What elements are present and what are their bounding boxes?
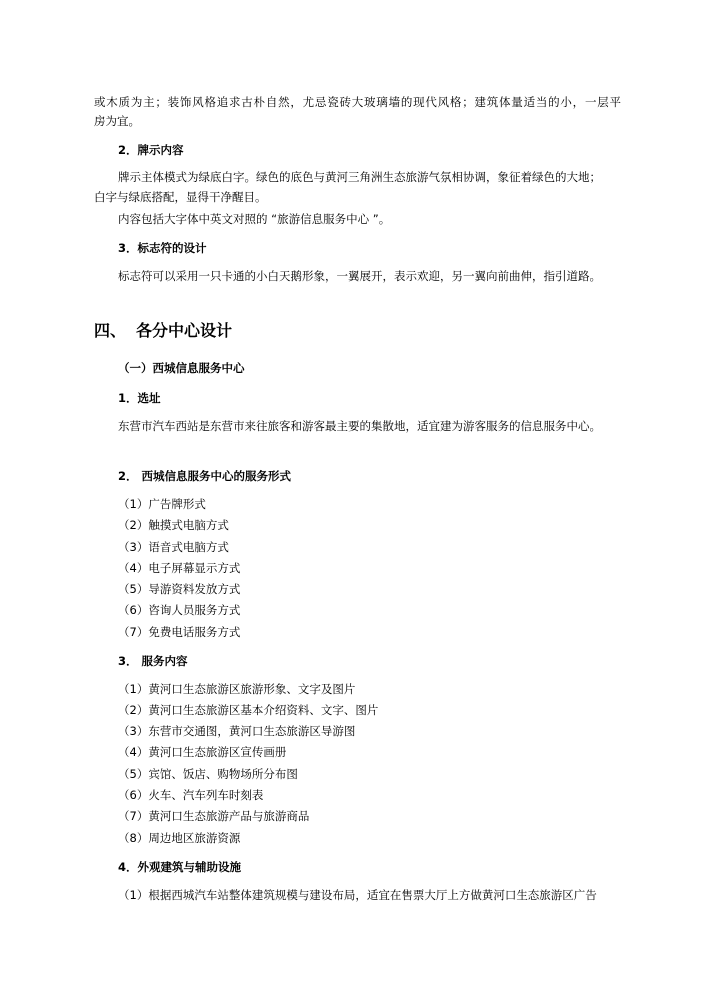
section-four-heading <box>94 321 232 341</box>
list-item-form: （3）语音式电脑方式 <box>118 540 229 554</box>
list-item-form: （4）电子屏幕显示方式 <box>118 561 241 575</box>
list-item-form: （6）咨询人员服务方式 <box>118 603 241 617</box>
heading-service-forms: 2． 西城信息服务中心的服务形式 <box>118 469 292 483</box>
list-item-content: （7）黄河口生态旅游产品与旅游商品 <box>118 809 310 823</box>
heading-logo-design: 3．标志符的设计 <box>118 241 207 255</box>
list-item-content: （8）周边地区旅游资源 <box>118 831 241 845</box>
heading-service-content: 3． 服务内容 <box>118 654 188 668</box>
list-item-form: （1）广告牌形式 <box>118 497 206 511</box>
list-item-content: （5）宾馆、饭店、购物场所分布图 <box>118 767 298 781</box>
section-number: 四、 <box>94 321 127 340</box>
list-item-content: （4）黄河口生态旅游区宣传画册 <box>118 745 287 759</box>
list-item-form: （5）导游资料发放方式 <box>118 582 241 596</box>
list-item-content: （1）黄河口生态旅游区旅游形象、文字及图片 <box>118 682 356 696</box>
list-item-form: （7）免费电话服务方式 <box>118 625 241 639</box>
section-title: 各分中心设计 <box>136 321 233 340</box>
list-item-content: （6）火车、汽车列车时刻表 <box>118 788 264 802</box>
list-item-form: （2）触摸式电脑方式 <box>118 518 229 532</box>
list-item-content: （2）黄河口生态旅游区基本介绍资料、文字、图片 <box>118 703 379 717</box>
subsection-west-city: （一）西城信息服务中心 <box>118 361 245 375</box>
paragraph-architecture-line1: 或木质为主；装饰风格追求古朴自然，尤忌瓷砖大玻璃墙的现代风格；建筑体量适当的小，一层平 <box>94 95 621 109</box>
paragraph-sign-content: 内容包括大字体中英文对照的 “旅游信息服务中心 ”。 <box>118 212 391 226</box>
paragraph-architecture-line2: 房为宜。 <box>94 114 140 128</box>
paragraph-sign-line2: 白字与绿底搭配，显得干净醒目。 <box>94 190 267 204</box>
list-item-content: （3）东营市交通图，黄河口生态旅游区导游图 <box>118 724 356 738</box>
paragraph-logo: 标志符可以采用一只卡通的小白天鹅形象，一翼展开，表示欢迎，另一翼向前曲伸，指引道路。 <box>118 269 601 283</box>
heading-exterior-facilities: 4．外观建筑与辅助设施 <box>118 860 242 874</box>
heading-site-selection: 1．选址 <box>118 391 161 405</box>
paragraph-site: 东营市汽车西站是东营市来往旅客和游客最主要的集散地，适宜建为游客服务的信息服务中心。 <box>118 419 601 433</box>
paragraph-exterior: （1）根据西城汽车站整体建筑规模与建设布局，适宜在售票大厅上方做黄河口生态旅游区广告 <box>118 888 597 902</box>
paragraph-sign-line1: 牌示主体模式为绿底白字。绿色的底色与黄河三角洲生态旅游气氛相协调，象征着绿色的大地； <box>118 170 601 184</box>
heading-sign-content: 2．牌示内容 <box>118 143 184 157</box>
